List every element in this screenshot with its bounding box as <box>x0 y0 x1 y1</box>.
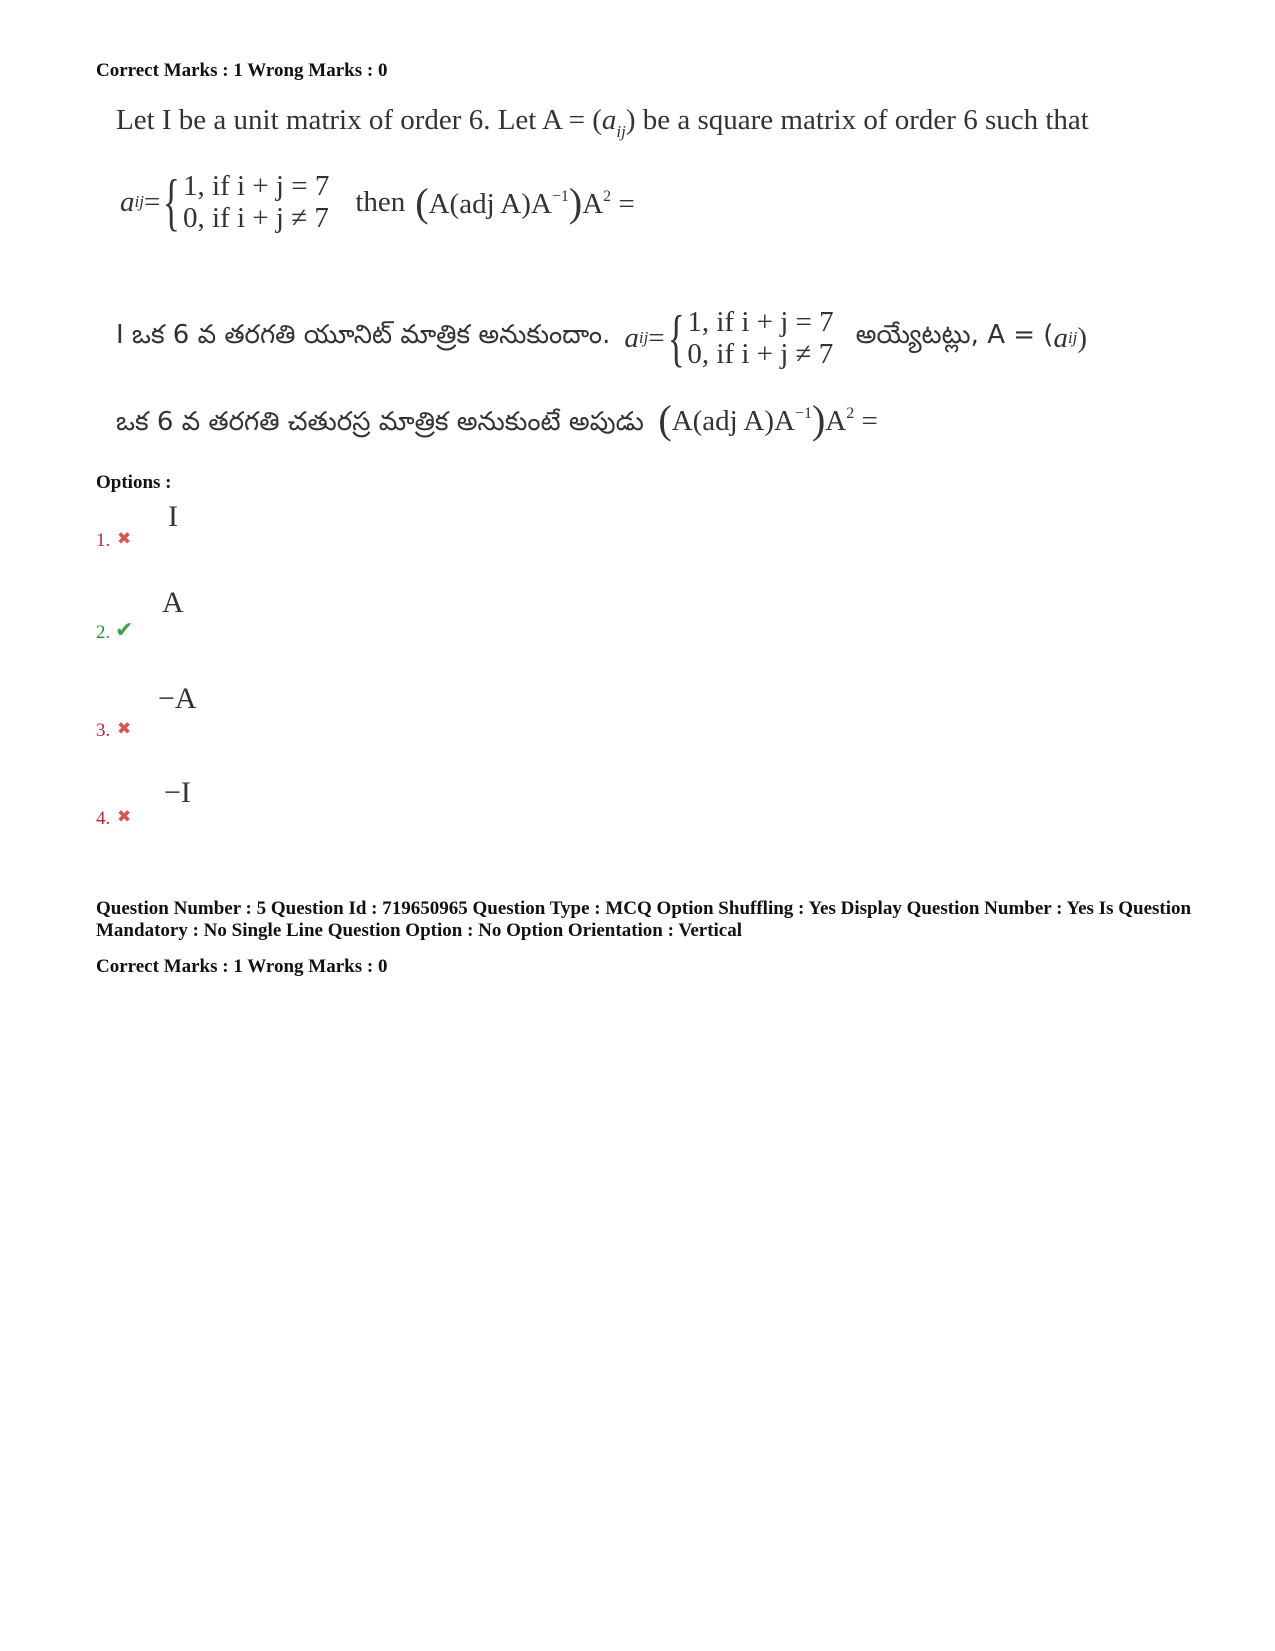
equals-sign: = <box>143 185 161 218</box>
cross-icon: ✖ <box>117 719 132 738</box>
question-text-part: ) be a square matrix of order 6 such that <box>625 104 1089 136</box>
check-icon: ✔ <box>115 617 134 642</box>
matrix-element-sub: ij <box>616 122 626 141</box>
option-4-value[interactable]: −I <box>164 776 191 809</box>
option-1-number: 1. <box>96 530 111 551</box>
left-brace-icon: { <box>163 166 181 237</box>
case-2: 0, if i + j ≠ 7 <box>183 202 329 234</box>
matrix-element-var: a <box>601 104 617 136</box>
question-text-part: Let I be a unit matrix of order 6. Let A = ( <box>116 104 602 136</box>
option-4-number: 4. <box>96 808 111 829</box>
expression: (A(adj $A)A^{-1})A^2$ = <box>415 179 635 225</box>
question-telugu-line1: I ఒక 6 వ తరగతి యూనిట్ మాత్రిక అనుకుందాం. a ij = { 1, if i + j = 7 0, if i + j ≠ 7 అయ్యేటట్లు, A = ( a ij ) <box>116 302 1088 373</box>
option-1-value[interactable]: I <box>168 500 178 533</box>
option-3-value[interactable]: −A <box>158 682 197 715</box>
options-label: Options : <box>96 472 172 493</box>
question-metadata: Question Number : 5 Question Id : 719650965 Question Type : MCQ Option Shuffling : Yes Display Question Number : Yes Is Question Mandatory : No Single Line Question Option : No Option Orientation : Vertical <box>96 898 1192 941</box>
option-2-value[interactable]: A <box>162 586 184 619</box>
marks-header: Correct Marks : 1 Wrong Marks : 0 <box>96 60 388 81</box>
cross-icon: ✖ <box>117 807 132 826</box>
case-1: 1, if i + j = 7 <box>183 170 330 202</box>
aij-var: a <box>120 185 135 218</box>
then-word: then <box>355 185 406 218</box>
left-brace-icon: { <box>667 302 685 373</box>
cases-block: 1, if i + j = 7 0, if i + j ≠ 7 <box>687 306 834 370</box>
aij-sub: ij <box>134 192 144 211</box>
option-3-number: 3. <box>96 720 111 741</box>
marks-footer: Correct Marks : 1 Wrong Marks : 0 <box>96 956 388 977</box>
question-english-line1 <box>116 104 1089 142</box>
option-2-number: 2. <box>96 622 111 643</box>
question-telugu-line2: ఒక 6 వ తరగతి చతురస్ర మాత్రిక అనుకుంటే అపుడు (A(adj $A)A^{-1})A^2$ = <box>116 397 878 442</box>
cross-icon: ✖ <box>117 529 132 548</box>
cases-block <box>183 170 329 234</box>
piecewise-definition <box>120 166 635 237</box>
